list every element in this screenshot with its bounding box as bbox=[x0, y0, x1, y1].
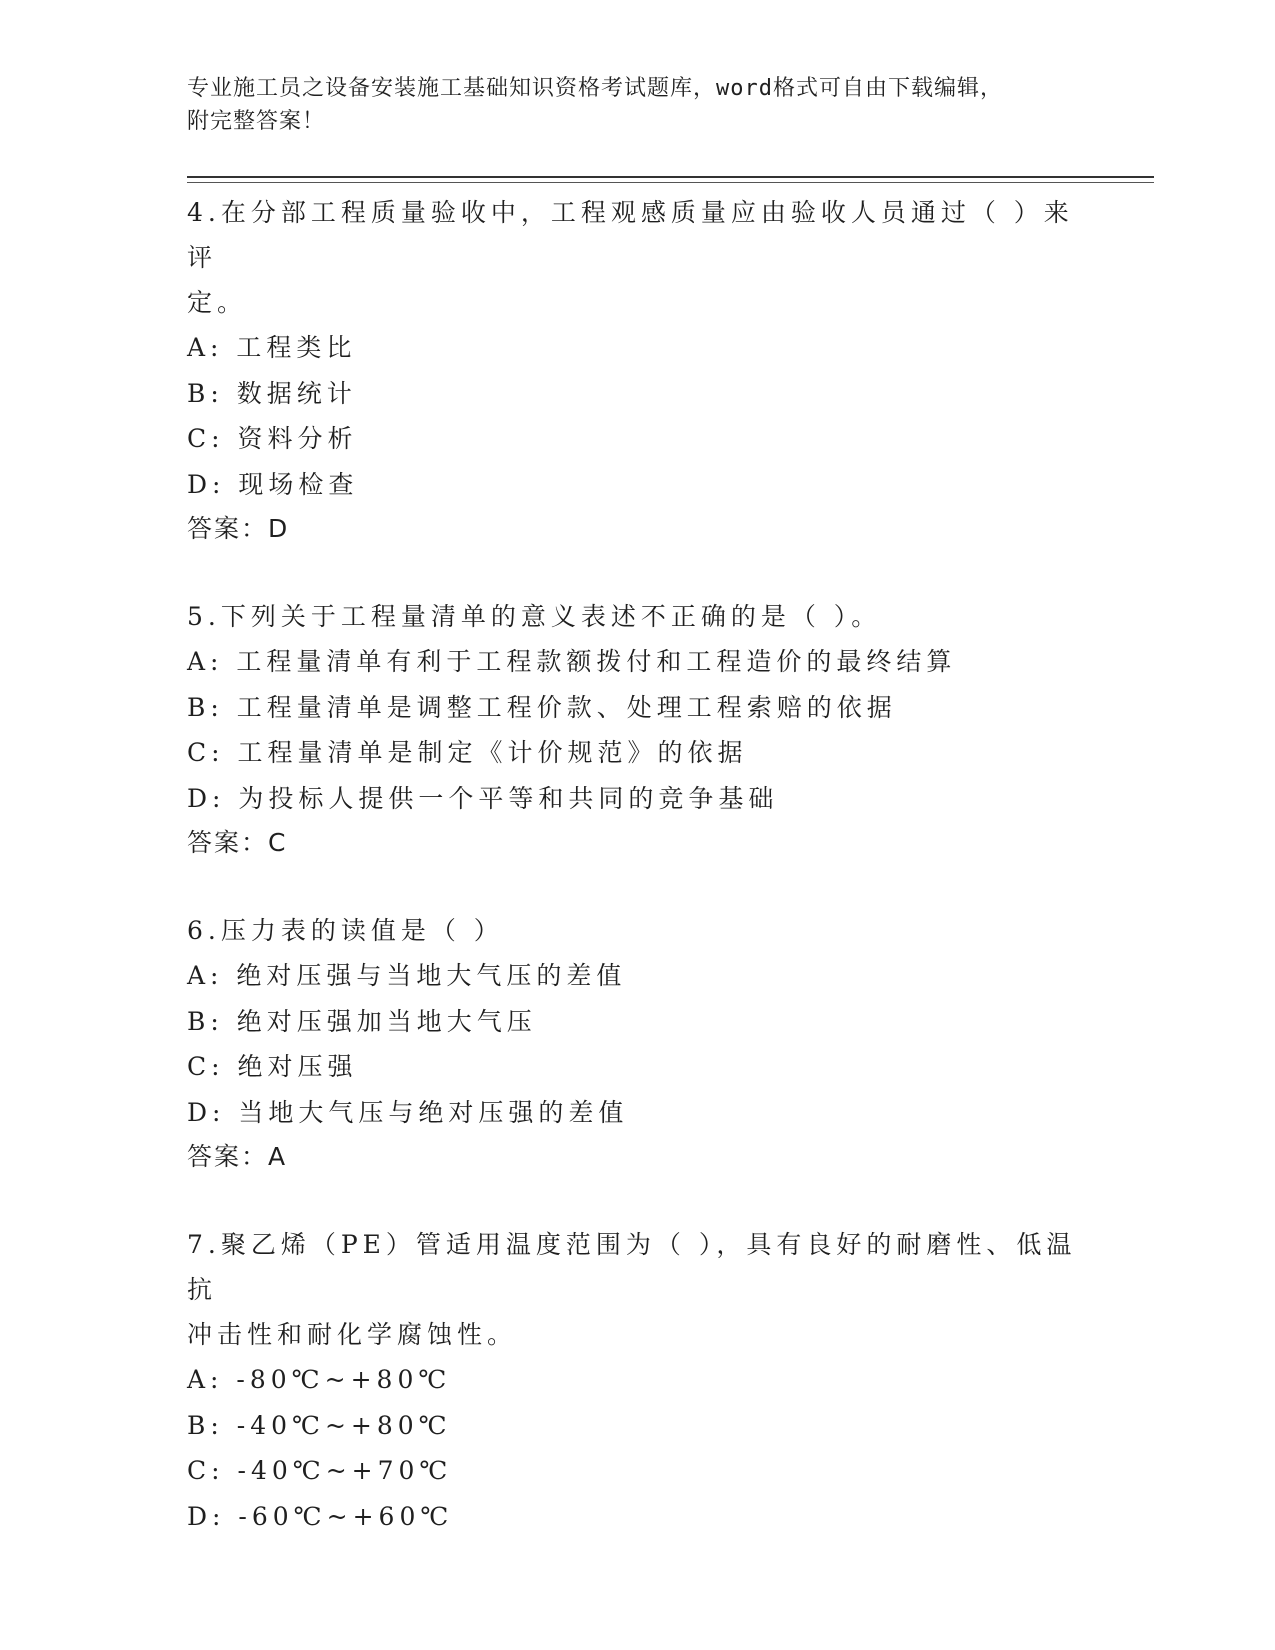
option-d: D: -60℃~+60℃ bbox=[187, 1501, 454, 1531]
question-spacer bbox=[187, 865, 1087, 908]
question-stem-continued: 定。 bbox=[187, 288, 248, 317]
option-a: A: 绝对压强与当地大气压的差值 bbox=[187, 961, 627, 990]
option-a: A: 工程类比 bbox=[187, 333, 357, 362]
header-line-2: 附完整答案！ bbox=[187, 109, 326, 134]
option-b: B: 数据统计 bbox=[187, 378, 357, 408]
header-divider-thick bbox=[187, 176, 1154, 178]
question-spacer bbox=[187, 551, 1087, 594]
option-b: B: 绝对压强加当地大气压 bbox=[187, 1006, 537, 1036]
question-spacer bbox=[187, 1179, 1087, 1222]
option-b: B: 工程量清单是调整工程价款、处理工程索赔的依据 bbox=[187, 692, 897, 722]
option-c: C: -40℃~+70℃ bbox=[187, 1456, 453, 1485]
document-header bbox=[187, 72, 1067, 138]
question-4 bbox=[187, 190, 1087, 551]
option-d: D: 当地大气压与绝对压强的差值 bbox=[187, 1097, 629, 1127]
question-5 bbox=[187, 594, 1087, 865]
option-d: D: 为投标人提供一个平等和共同的竞争基础 bbox=[187, 783, 779, 813]
question-stem: 4.在分部工程质量验收中，工程观感质量应由验收人员通过（ ）来评 bbox=[187, 198, 1074, 272]
header-divider-thin bbox=[187, 182, 1154, 183]
question-7 bbox=[187, 1222, 1087, 1539]
option-a: A: 工程量清单有利于工程款额拨付和工程造价的最终结算 bbox=[187, 647, 957, 676]
question-list bbox=[187, 190, 1087, 1539]
question-stem: 7.聚乙烯（PE）管适用温度范围为（ ），具有良好的耐磨性、低温抗 bbox=[187, 1230, 1077, 1304]
option-c: C: 绝对压强 bbox=[187, 1052, 358, 1081]
option-b: B: -40℃~+80℃ bbox=[187, 1410, 452, 1440]
question-stem: 6.压力表的读值是（ ） bbox=[187, 916, 504, 945]
option-c: C: 工程量清单是制定《计价规范》的依据 bbox=[187, 738, 748, 767]
answer: 答案：A bbox=[187, 1142, 288, 1171]
option-c: C: 资料分析 bbox=[187, 424, 358, 453]
answer: 答案：C bbox=[187, 828, 288, 857]
question-stem-continued: 冲击性和耐化学腐蚀性。 bbox=[187, 1320, 518, 1349]
option-d: D: 现场检查 bbox=[187, 469, 359, 499]
header-line-1: 专业施工员之设备安装施工基础知识资格考试题库，word格式可自由下载编辑， bbox=[187, 76, 1003, 101]
option-a: A: -80℃~+80℃ bbox=[187, 1365, 452, 1394]
question-6 bbox=[187, 908, 1087, 1179]
question-stem: 5.下列关于工程量清单的意义表述不正确的是（ ）。 bbox=[187, 602, 882, 631]
answer: 答案：D bbox=[187, 514, 290, 543]
